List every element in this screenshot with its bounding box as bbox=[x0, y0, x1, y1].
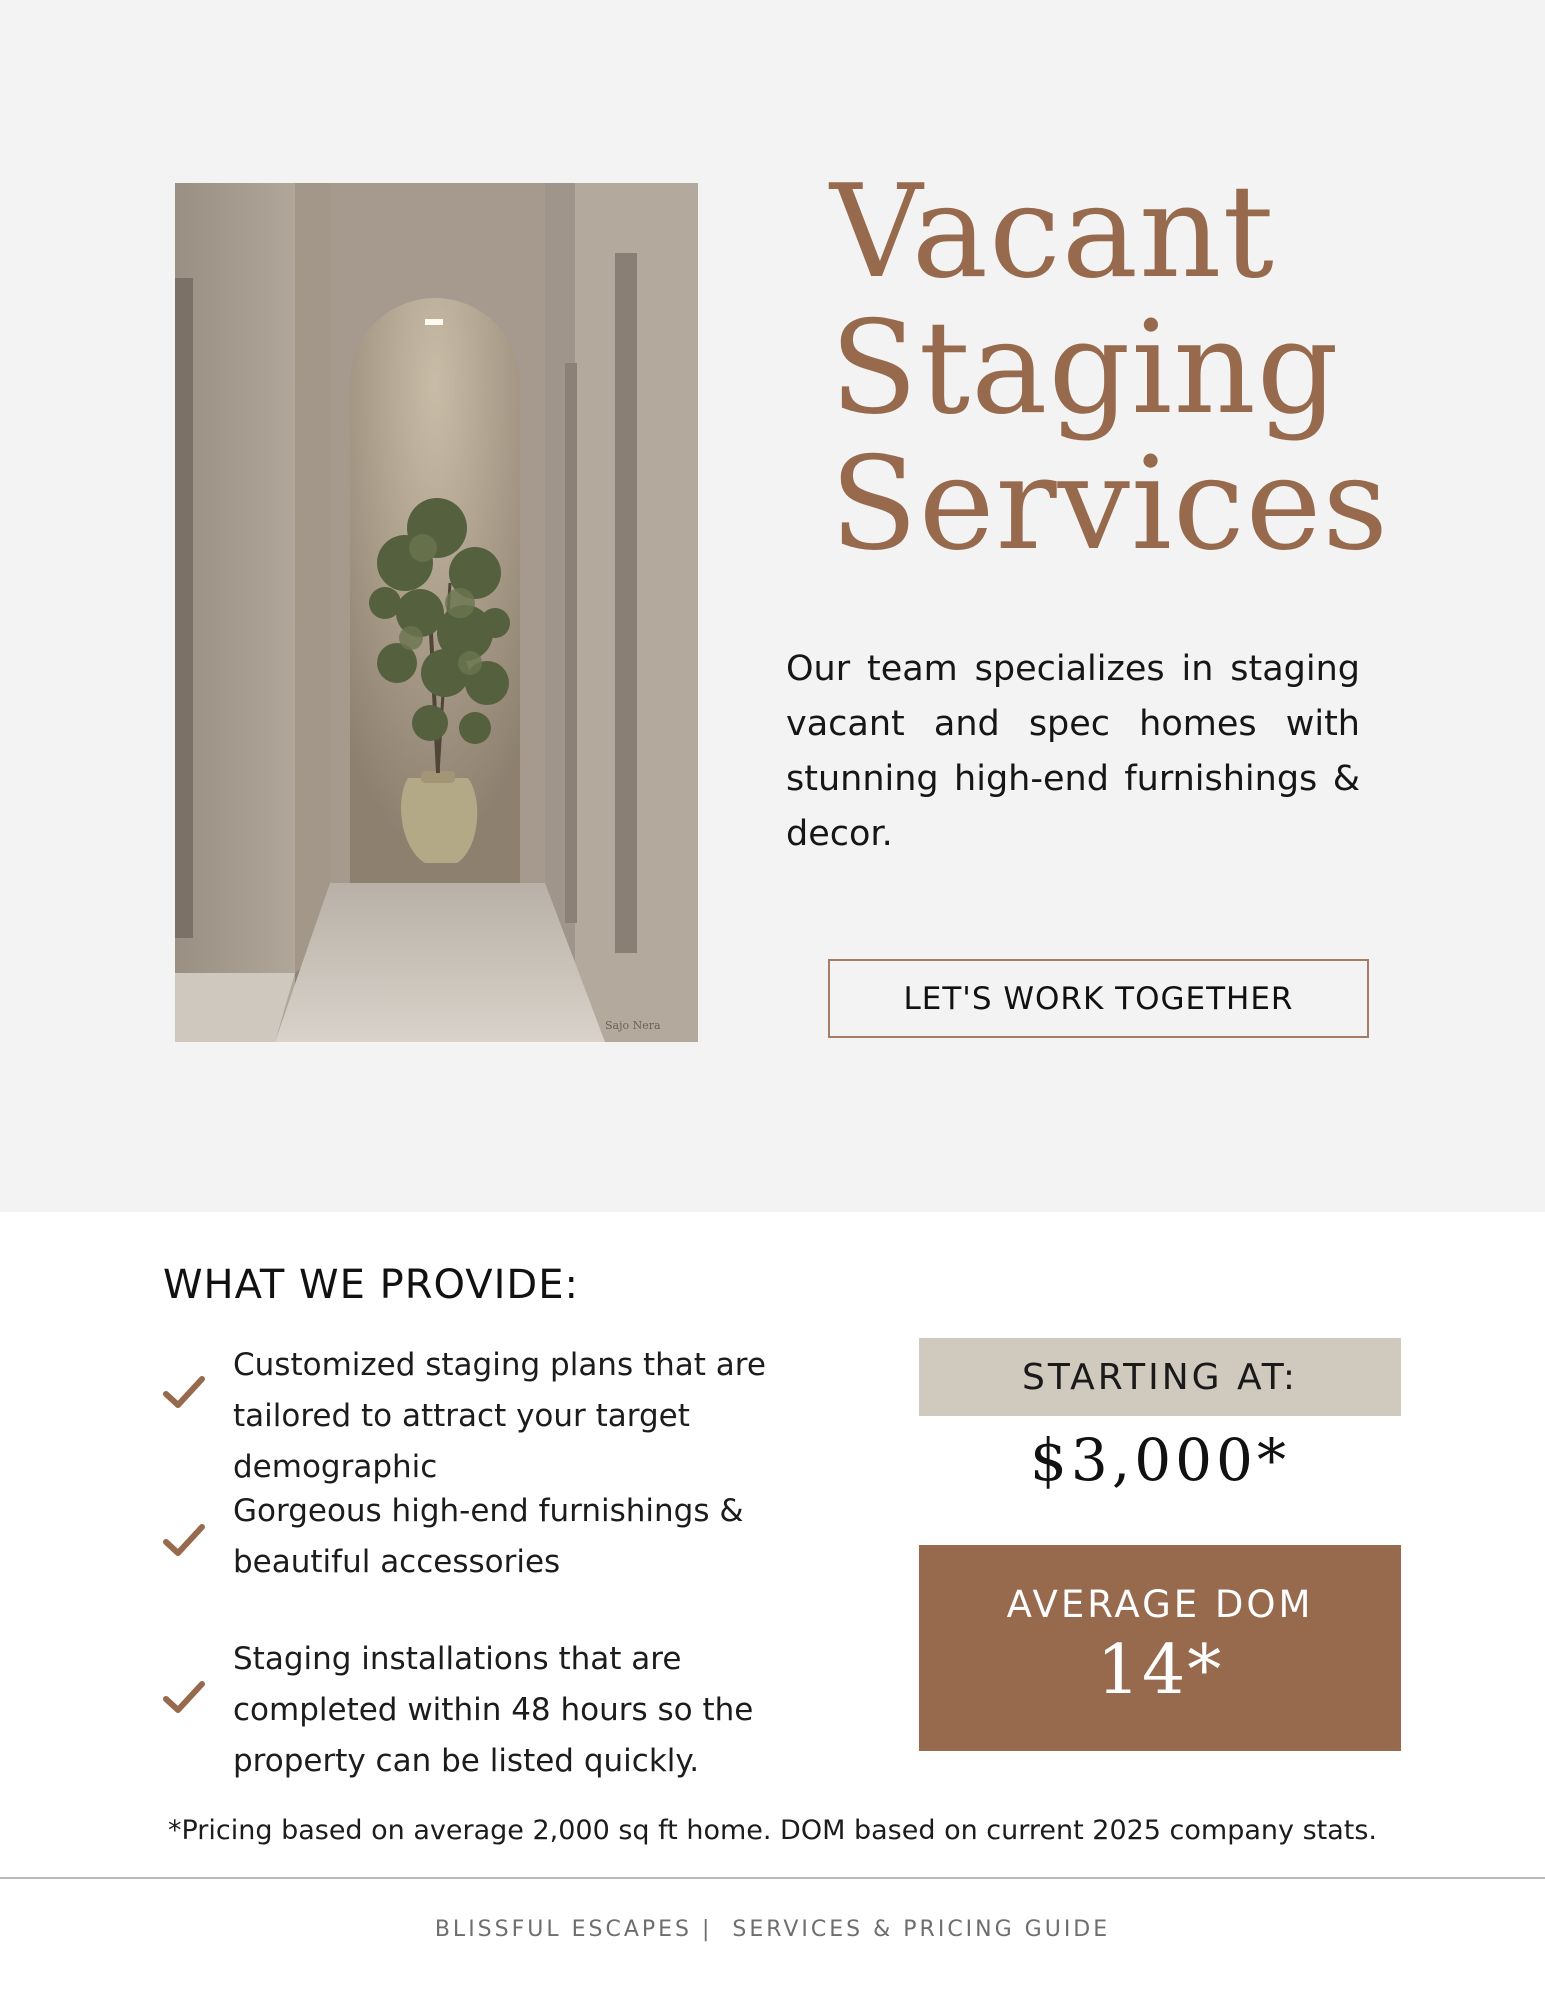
hallway-illustration bbox=[175, 183, 698, 1042]
intro-paragraph: Our team specializes in staging vacant and spec homes with stunning high-end furnishings & decor. bbox=[786, 649, 1360, 854]
check-icon bbox=[162, 1519, 206, 1563]
starting-price: $3,000* bbox=[1030, 1426, 1290, 1494]
footer-divider bbox=[0, 1877, 1545, 1879]
benefit-text: Customized staging plans that are tailored to attract your target demographic bbox=[233, 1347, 766, 1485]
footer-guide: SERVICES & PRICING GUIDE bbox=[712, 1917, 1111, 1942]
average-dom-label: AVERAGE DOM bbox=[1006, 1583, 1314, 1626]
title-line-1: Vacant bbox=[830, 158, 1275, 307]
photo-watermark: Sajo Nera bbox=[605, 1019, 661, 1032]
pricing-footnote: *Pricing based on average 2,000 sq ft home. DOM based on current 2025 company stats. bbox=[167, 1815, 1378, 1846]
provide-heading: WHAT WE PROVIDE: bbox=[163, 1262, 579, 1308]
title-line-3: Services bbox=[830, 430, 1389, 579]
benefit-text: Gorgeous high-end furnishings & beautiful accessories bbox=[233, 1493, 744, 1580]
page-footer bbox=[0, 1917, 1545, 1942]
benefit-text: Staging installations that are completed within 48 hours so the property can be listed quickly. bbox=[233, 1641, 754, 1779]
work-together-button[interactable]: LET'S WORK TOGETHER bbox=[828, 959, 1369, 1038]
check-icon bbox=[162, 1676, 206, 1720]
footer-brand: BLISSFUL ESCAPES | bbox=[434, 1917, 713, 1942]
starting-at-label: STARTING AT: bbox=[919, 1338, 1401, 1416]
check-icon bbox=[162, 1371, 206, 1415]
average-dom-value: 14* bbox=[1096, 1631, 1224, 1710]
page-title bbox=[830, 158, 1389, 579]
hallway-photo bbox=[175, 183, 698, 1042]
average-dom-box bbox=[919, 1545, 1401, 1751]
title-line-2: Staging bbox=[830, 294, 1340, 443]
